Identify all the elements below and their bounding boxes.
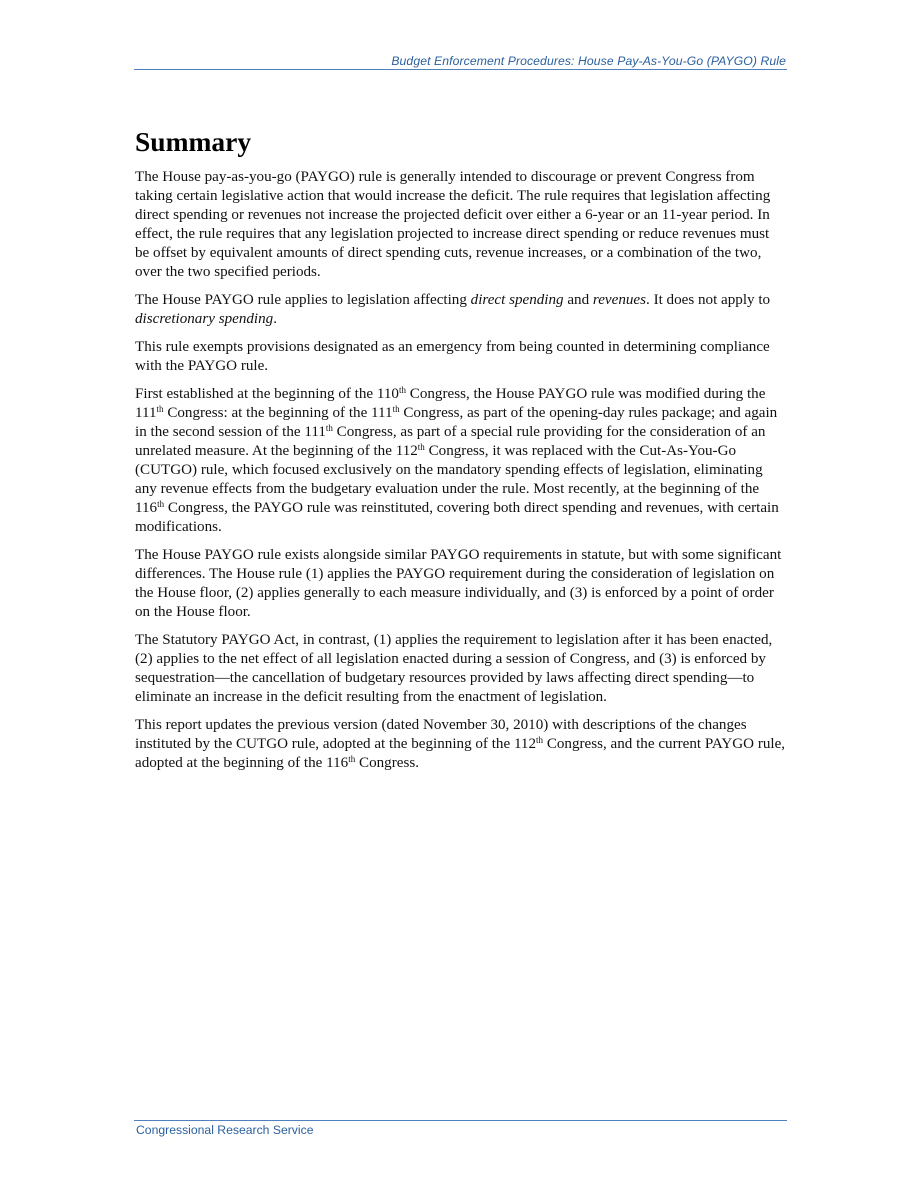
paragraph-scope xyxy=(135,291,787,329)
text-span: Congress. xyxy=(355,755,419,771)
text-span: and xyxy=(563,292,593,308)
text-span: Congress, as part of the opening-day rules package; and again in the second session of the 111 xyxy=(135,405,778,440)
ordinal-suffix: th xyxy=(398,385,406,395)
header-rule xyxy=(134,69,787,70)
text-span: Congress, it was replaced with the Cut-As-You-Go (CUTGO) rule, which focused exclusively on the mandatory spending effects of legislation, eliminating any revenue effects from the budgetary evaluation under the rule. Most recently, at the beginning of the 116 xyxy=(135,443,763,516)
ordinal-suffix: th xyxy=(348,754,356,764)
paragraph-intro: The House pay-as-you-go (PAYGO) rule is generally intended to discourage or prevent Congress from taking certain legislative action that would increase the deficit. The rule requires that legislation affecting direct spending or revenues not increase the projected deficit over either a 6-year or an 11-year period. In effect, the rule requires that any legislation projected to increase direct spending or reduce revenues must be offset by equivalent amounts of direct spending cuts, revenue increases, or a combination of the two, over the two specified periods. xyxy=(135,169,771,280)
paragraph-update xyxy=(135,716,787,773)
paragraph-statutory: The Statutory PAYGO Act, in contrast, (1) applies the requirement to legislation after it has been enacted, (2) applies to the net effect of all legislation enacted during a session of Congress, and (3) is enforced by sequestration—the cancellation of budgetary resources provided by laws affecting direct spending—to eliminate an increase in the deficit resulting from the enactment of legislation. xyxy=(135,632,773,705)
ordinal-suffix: th xyxy=(392,404,400,414)
paragraph-comparison: The House PAYGO rule exists alongside similar PAYGO requirements in statute, but with some significant differences. The House rule (1) applies the PAYGO requirement during the consideration of legislation on the House floor, (2) applies generally to each measure individually, and (3) is enforced by a point of order on the House floor. xyxy=(135,547,782,620)
ordinal-suffix: th xyxy=(157,499,165,509)
ordinal-suffix: th xyxy=(536,735,544,745)
ordinal-suffix: th xyxy=(156,404,164,414)
text-span: . It does not apply to xyxy=(646,292,771,308)
ordinal-suffix: th xyxy=(325,423,333,433)
page-content xyxy=(135,126,787,782)
section-heading: Summary xyxy=(135,126,252,157)
ordinal-suffix: th xyxy=(417,442,425,452)
text-span: Congress, and the current PAYGO rule, adopted at the beginning of the 116 xyxy=(135,736,786,771)
text-span: Congress, the House PAYGO rule was modified during the 111 xyxy=(135,386,766,421)
term-revenues: revenues xyxy=(592,292,647,308)
text-span: First established at the beginning of the 110 xyxy=(135,386,399,402)
running-header-title: Budget Enforcement Procedures: House Pay-As-You-Go (PAYGO) Rule xyxy=(391,54,786,68)
text-span: Congress, the PAYGO rule was reinstituted, covering both direct spending and revenues, with certain modifications. xyxy=(135,500,779,535)
text-span: . xyxy=(273,311,277,327)
text-span: Congress: at the beginning of the 111 xyxy=(163,405,393,421)
term-direct-spending: direct spending xyxy=(470,292,564,308)
text-span: This report updates the previous version (dated November 30, 2010) with descriptions of the changes instituted by the CUTGO rule, adopted at the beginning of the 112 xyxy=(135,717,747,752)
text-span: Congress, as part of a special rule providing for the consideration of an unrelated measure. At the beginning of the 112 xyxy=(135,424,766,459)
footer-publisher: Congressional Research Service xyxy=(136,1123,314,1137)
paragraph-emergency: This rule exempts provisions designated as an emergency from being counted in determining compliance with the PAYGO rule. xyxy=(135,339,770,374)
term-discretionary-spending: discretionary spending xyxy=(135,311,274,327)
paragraph-history xyxy=(135,385,787,537)
text-span: The House PAYGO rule applies to legislation affecting xyxy=(135,292,471,308)
footer-rule xyxy=(134,1120,787,1121)
